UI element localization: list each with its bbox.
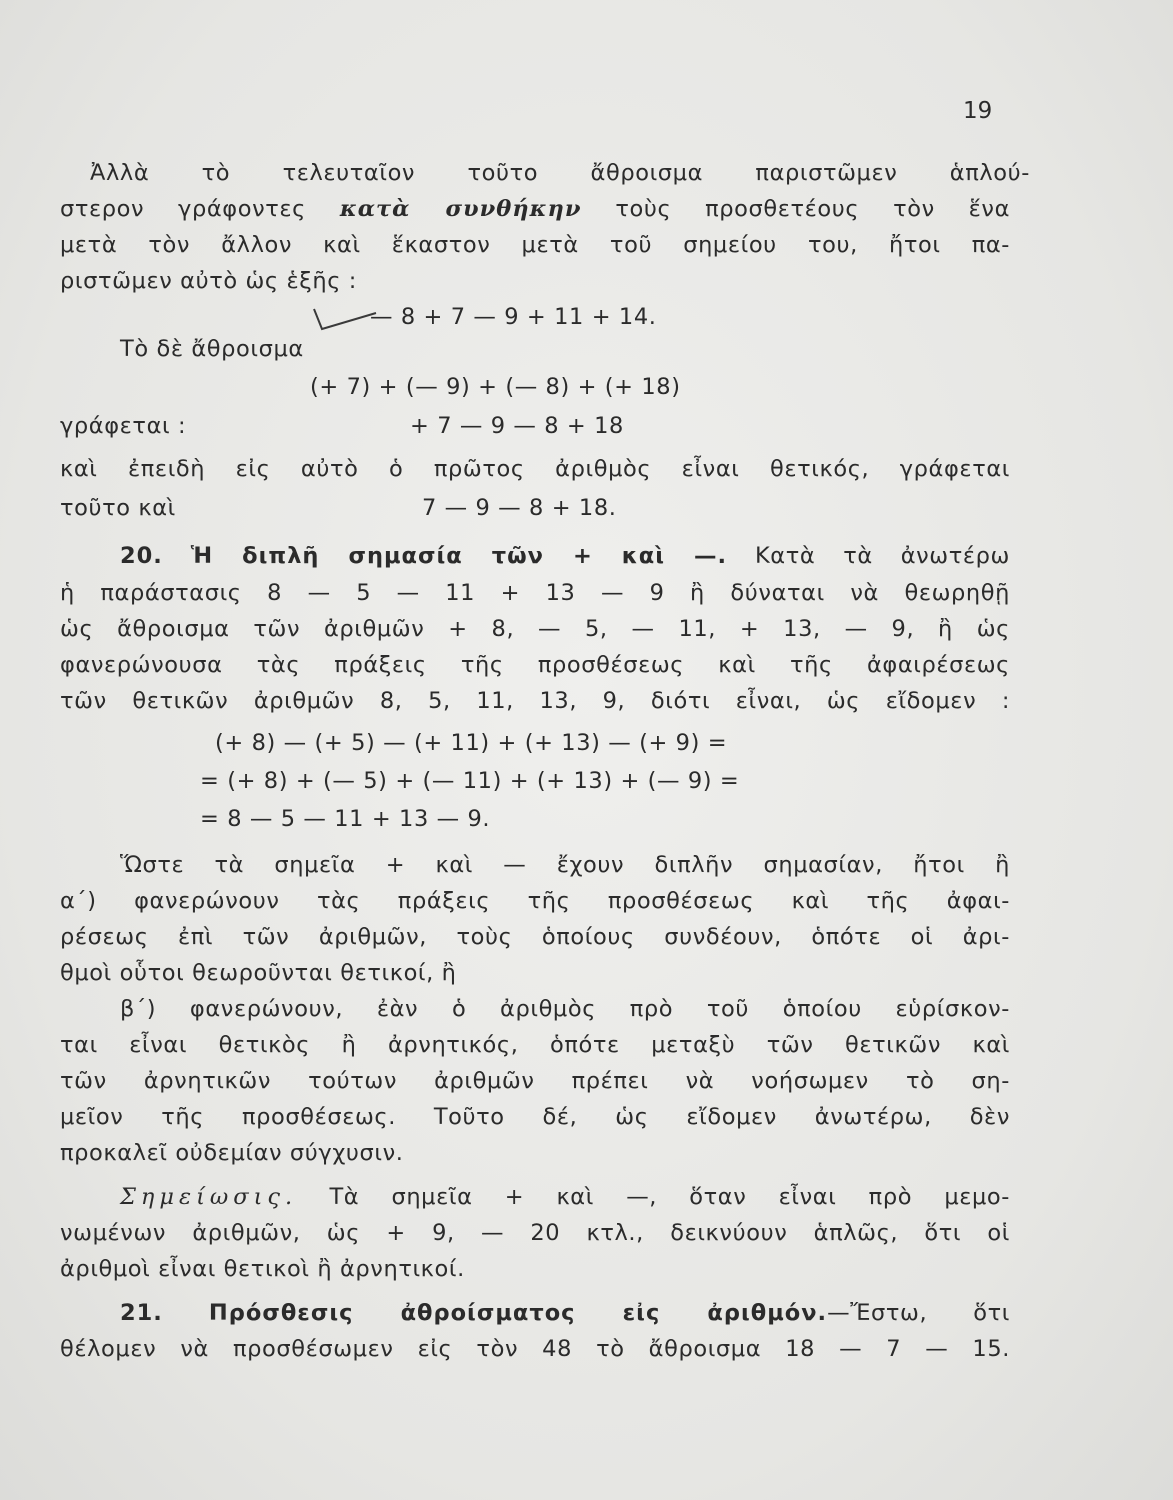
text-line: τῶν ἀρνητικῶν τούτων ἀριθμῶν πρέπει νὰ νοήσωμεν τὸ ση- bbox=[60, 1068, 1010, 1094]
text-line: φανερώνουσα τὰς πράξεις τῆς προσθέσεως καὶ τῆς ἀφαιρέσεως bbox=[60, 652, 1010, 678]
text-line: γράφεται : bbox=[60, 413, 187, 439]
text-span: Κατὰ τὰ ἀνωτέρω bbox=[727, 543, 1010, 569]
text-line: θμοὶ οὗτοι θεωροῦνται θετικοί, ἢ bbox=[60, 960, 457, 986]
note-label: Σημείωσις. bbox=[120, 1184, 298, 1210]
text-line: ἡ παράστασις 8 — 5 — 11 + 13 — 9 ἢ δύναται νὰ θεωρηθῇ bbox=[60, 580, 1010, 606]
formula: (+ 7) + (— 9) + (— 8) + (+ 18) bbox=[310, 374, 681, 400]
text-line: Τὸ δὲ ἄθροισμα bbox=[120, 336, 304, 362]
equation-line: = 8 — 5 — 11 + 13 — 9. bbox=[200, 806, 491, 832]
section-heading-line bbox=[120, 543, 1010, 569]
text-line: ἀριθμοὶ εἶναι θετικοὶ ἢ ἀρνητικοί. bbox=[60, 1256, 465, 1282]
text-span: τοὺς προσθετέους τὸν ἕνα bbox=[581, 196, 1011, 222]
page-number: 19 bbox=[963, 98, 993, 124]
section-number: 21. bbox=[120, 1300, 163, 1326]
emphasis-span: κατὰ συνθήκην bbox=[339, 196, 582, 222]
text-line: προκαλεῖ οὐδεμίαν σύγχυσιν. bbox=[60, 1140, 404, 1166]
text-span: —Ἔστω, ὅτι bbox=[827, 1300, 1010, 1326]
text-line: τοῦτο καὶ bbox=[60, 495, 176, 521]
text-line: β΄) φανερώνουν, ἐὰν ὁ ἀριθμὸς πρὸ τοῦ ὁποίου εὑρίσκον- bbox=[120, 996, 1010, 1022]
text-line: καὶ ἐπειδὴ εἰς αὐτὸ ὁ πρῶτος ἀριθμὸς εἶναι θετικός, γράφεται bbox=[60, 456, 1010, 482]
note-line bbox=[120, 1184, 1010, 1210]
text-line: μεῖον τῆς προσθέσεως. Τοῦτο δέ, ὡς εἴδομεν ἀνωτέρω, δὲν bbox=[60, 1104, 1010, 1130]
text-line: ριστῶμεν αὐτὸ ὡς ἑξῆς : bbox=[60, 268, 357, 294]
text-line: Ὥστε τὰ σημεῖα + καὶ — ἔχουν διπλῆν σημασίαν, ἤτοι ἢ bbox=[120, 852, 1010, 878]
section-title: Πρόσθεσις ἀθροίσματος εἰς ἀριθμόν. bbox=[208, 1300, 828, 1326]
section-title: Ἡ διπλῆ σημασία τῶν + καὶ —. bbox=[190, 543, 728, 569]
text-line: νωμένων ἀριθμῶν, ὡς + 9, — 20 κτλ., δεικνύουν ἁπλῶς, ὅτι οἱ bbox=[60, 1220, 1010, 1246]
text-line: μετὰ τὸν ἄλλον καὶ ἕκαστον μετὰ τοῦ σημείου του, ἤτοι πα- bbox=[60, 232, 1010, 258]
text-span: Τὰ σημεῖα + καὶ —, ὅταν εἶναι πρὸ μεμο- bbox=[297, 1184, 1010, 1210]
text-line bbox=[60, 196, 1010, 222]
text-line: α΄) φανερώνουν τὰς πράξεις τῆς προσθέσεως καὶ τῆς ἀφαι- bbox=[60, 888, 1010, 914]
text-line: θέλομεν νὰ προσθέσωμεν εἰς τὸν 48 τὸ ἄθροισμα 18 — 7 — 15. bbox=[60, 1336, 1010, 1362]
text-line: ρέσεως ἐπὶ τῶν ἀριθμῶν, τοὺς ὁποίους συνδέουν, ὁπότε οἱ ἀρι- bbox=[60, 924, 1010, 950]
text-line: ὡς ἄθροισμα τῶν ἀριθμῶν + 8, — 5, — 11, + 13, — 9, ἢ ὡς bbox=[60, 616, 1010, 642]
formula: + 7 — 9 — 8 + 18 bbox=[410, 413, 624, 439]
formula: 7 — 9 — 8 + 18. bbox=[422, 495, 617, 521]
text-line: ται εἶναι θετικὸς ἢ ἀρνητικός, ὁπότε μεταξὺ τῶν θετικῶν καὶ bbox=[60, 1032, 1010, 1058]
section-heading-line bbox=[120, 1300, 1010, 1326]
formula: — 8 + 7 — 9 + 11 + 14. bbox=[370, 304, 657, 330]
section-number: 20. bbox=[120, 543, 163, 569]
equation-line: = (+ 8) + (— 5) + (— 11) + (+ 13) + (— 9) = bbox=[200, 768, 740, 794]
text-line: τῶν θετικῶν ἀριθμῶν 8, 5, 11, 13, 9, διότι εἶναι, ὡς εἴδομεν : bbox=[60, 688, 1010, 714]
text-span: στερον γράφοντες bbox=[60, 196, 340, 222]
equation-line: (+ 8) — (+ 5) — (+ 11) + (+ 13) — (+ 9) = bbox=[215, 730, 728, 756]
text-line: Ἀλλὰ τὸ τελευταῖον τοῦτο ἄθροισμα παριστῶμεν ἁπλού- bbox=[90, 160, 1030, 186]
